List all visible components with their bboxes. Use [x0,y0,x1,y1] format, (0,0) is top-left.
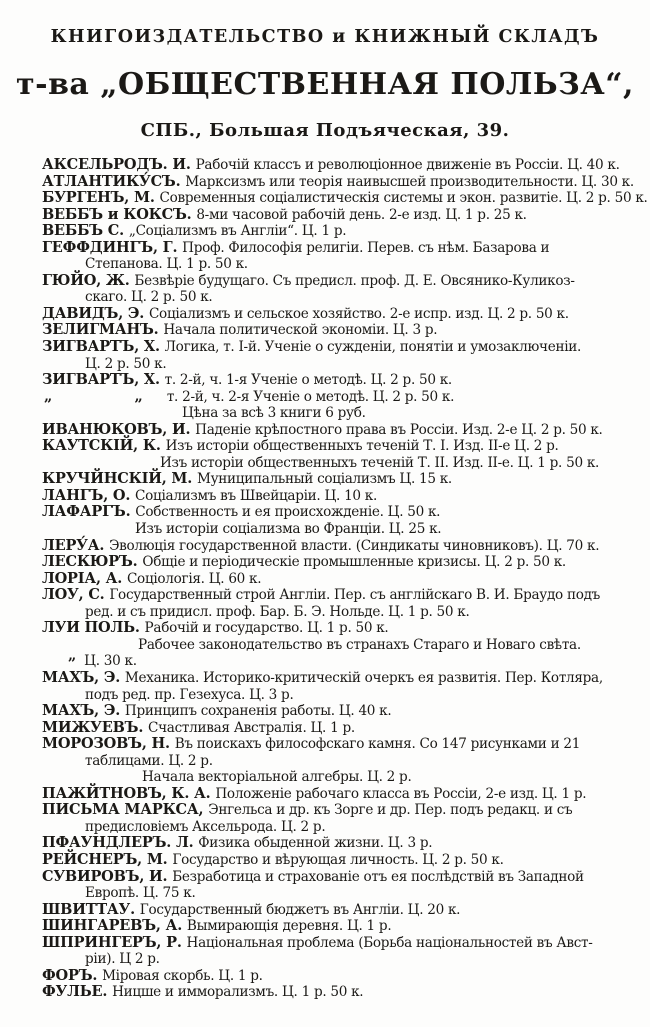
catalog-line [85,819,644,836]
catalog-line [42,786,644,803]
author-name: ВЕББЪ и КОКСЪ. [42,205,197,223]
entry-text: Логика, т. I-й. Ученіе о сужденіи, понятіи и умозаключеніи. [164,339,582,356]
author-name: АКСЕЛЬРОДЪ. И. [42,156,196,173]
entry-text: Соціализмъ въ Швейцаріи. Ц. 10 к. [135,487,378,504]
catalog-line [42,223,644,240]
catalog-line [42,984,644,1001]
catalog-line [42,207,644,224]
entry-text: Безработица и страхованіе отъ ея послѣдствій въ Западной [172,868,584,885]
author-name: ГЕФФДИНГЪ, Г. [42,238,183,256]
catalog-line [42,935,644,952]
entry-text: подъ ред. пр. Гезехуса. Ц. 3 р. [85,686,294,703]
author-name: ПИСЬМА МАРКСА, [42,801,209,819]
catalog-line [160,455,644,472]
author-name: ЗЕЛИГМАНЪ. [42,321,164,339]
entry-text: Ницше и имморализмъ. Ц. 1 р. 50 к. [112,984,364,1001]
catalog-line [182,405,644,422]
author-name: ГЮЙО, Ж. [42,271,135,289]
catalog-line [85,604,644,621]
catalog-line [42,918,644,935]
author-name: ЛОРІА, А. [42,569,127,587]
catalog-line [42,306,644,323]
catalog-line [42,538,644,555]
catalog-line [42,339,644,356]
author-name: ЛЕРУ́А. [42,536,110,554]
entry-text: Національная проблема (Борьба національностей въ Авст- [186,934,593,951]
entry-text: Въ поискахъ философскаго камня. Со 147 рисунками и 21 [174,736,581,753]
catalog-line [85,951,644,968]
catalog-line [85,885,644,902]
catalog-line [42,372,644,389]
author-name: ЛАФАРГЪ. [42,503,136,521]
entry-text: Проф. Философія религіи. Перев. съ нѣм. Базарова и [182,239,550,256]
author-name: ЛАНГЪ, О. [42,486,136,504]
author-name: МАХЪ, Э. [42,668,125,686]
catalog-line [42,736,644,753]
entry-text: Эволюція государственной власти. (Синдикаты чиновниковъ). Ц. 70 к. [109,537,600,554]
entry-text: Ц. 2 р. 50 к. [85,355,167,372]
entry-text: предисловіемъ Аксельрода. Ц. 2 р. [85,818,326,835]
author-name: ЛЕСКЮРЪ. [42,553,143,571]
entry-text: Паденіе крѣпостного права въ Россіи. Изд. 2-е Ц. 2 р. 50 к. [195,421,603,438]
catalog-line [42,802,644,819]
entry-text: Современныя соціалистическія системы и экон. развитіе. Ц. 2 р. 50 к. [159,190,648,207]
catalog-line [42,587,644,604]
catalog-line [42,273,644,290]
entry-text: Изъ исторіи общественныхъ теченій Т. II. Изд. II-е. Ц. 1 р. 50 к. [160,454,600,471]
catalog-line [85,687,644,704]
author-name: ЛУИ ПОЛЬ. [42,619,145,637]
entry-text: Степанова. Ц. 1 р. 50 к. [85,256,248,273]
catalog-line [85,256,644,273]
entry-text: Государство и вѣрующая личность. Ц. 2 р. 50 к. [172,851,504,868]
company-title: т-ва „ОБЩЕСТВЕННАЯ ПОЛЬЗА“, [16,67,634,102]
author-name: КРУЧЙНСКІЙ, М. [42,470,197,488]
author-name: БУРГЕНЪ, М. [42,189,160,207]
catalog-line [42,835,644,852]
entry-text: Собственность и ея происхожденіе. Ц. 50 к. [135,504,441,521]
author-name: ИВАНЮКОВЪ, И. [42,420,196,438]
address-line: СПБ., Большая Подъяческая, 39. [140,120,510,141]
author-name: КАУТСКІЙ, К. [42,437,166,455]
catalog-line [44,389,644,406]
author-name: ЗИГВАРТЪ, Х. [42,371,165,389]
catalog-line [42,571,644,588]
entry-text: Европѣ. Ц. 75 к. [85,885,196,902]
entry-text: Соціализмъ и сельское хозяйство. 2-е испр. изд. Ц. 2 р. 50 к. [148,305,569,322]
entry-text: Изъ исторіи общественныхъ теченій Т. I. Изд. II-е Ц. 2 р. [165,438,559,455]
catalog-line [85,356,644,373]
catalog-line [42,174,644,191]
author-name: „ [68,647,77,665]
catalog-list [0,157,650,1001]
catalog-line [42,240,644,257]
entry-text: т. 2-й, ч. 1-я Ученіе о методѣ. Ц. 2 р. 50 к. [164,372,452,389]
catalog-line [42,438,644,455]
catalog-line [42,869,644,886]
author-name: СУВИРОВЪ, И. [42,867,173,885]
entry-text: Рабочій классъ и революціонное движеніе въ Россіи. Ц. 40 к. [195,157,620,173]
author-name: МИЖУЕВЪ. [42,718,149,736]
catalog-line [42,902,644,919]
author-name: МОРОЗОВЪ, Н. [42,735,175,753]
entry-text: Безвѣріе будущаго. Съ предисл. проф. Д. Е. Овсянико-Куликоз- [134,272,575,289]
catalog-line [42,488,644,505]
catalog-line [85,753,644,770]
catalog-line [42,322,644,339]
catalog-line [42,422,644,439]
author-name: ПФАУНДЛЕРЪ. Л. [42,834,199,852]
page-header [0,0,650,141]
author-name: МАХЪ, Э. [42,702,125,720]
catalog-line [138,637,644,654]
entry-text: т. 2-й, ч. 2-я Ученіе о методѣ. Ц. 2 р. 50 к. [142,388,455,405]
entry-text: Начала политической экономіи. Ц. 3 р. [163,322,438,339]
entry-text: „Соціализмъ въ Англіи“. Ц. 1 р. [128,223,347,240]
entry-text: Физика обыденной жизни. Ц. 3 р. [198,835,433,852]
author-name: ШВИТТАУ. [42,900,140,918]
author-name: ФУЛЬЕ. [42,983,113,1001]
author-name: АТЛАНТИКУ́СЪ. [42,172,186,190]
entry-text: Энгельса и др. къ Зорге и др. Пер. подъ редакц. и съ [208,802,573,819]
entry-text: Государственный строй Англіи. Пер. съ англійскаго В. И. Браудо подъ [109,587,601,604]
entry-text: Рабочій и государство. Ц. 1 р. 50 к. [144,620,389,637]
catalog-line [42,620,644,637]
author-name: ДАВИДЪ, Э. [42,304,149,322]
entry-text: Принципъ сохраненія работы. Ц. 40 к. [124,703,392,720]
entry-text: Марксизмъ или теорія наивысшей производительности. Ц. 30 к. [185,173,634,190]
catalog-line [42,157,644,174]
catalog-line [135,521,644,538]
entry-text: Начала векторіальной алгебры. Ц. 2 р. [142,769,412,786]
catalog-line [42,189,648,207]
entry-text: Изъ исторіи соціализма во Франціи. Ц. 25 к. [135,521,442,538]
entry-text: Счастливая Австралія. Ц. 1 р. [148,719,355,736]
entry-text: Положеніе рабочаго класса въ Россіи, 2-е изд. Ц. 1 р. [215,785,587,802]
entry-text: Рабочее законодательство въ странахъ Стараго и Новаго свѣта. [138,636,581,653]
author-name: ЛОУ, С. [42,586,110,604]
author-name: ШПРИНГЕРЪ, Р. [42,933,187,951]
author-name: ФОРЪ. [42,966,103,984]
author-name: ШИНГАРЕВЪ, А. [42,917,187,935]
catalog-line [42,504,644,521]
catalog-line [42,554,644,571]
catalog-line [85,289,644,306]
catalog-line [42,852,644,869]
author-name: ВЕББЪ С. [42,222,129,240]
catalog-line [68,647,644,670]
catalog-line [42,720,644,737]
publisher-line: КНИГОИЗДАТЕЛЬСТВО и КНИЖНЫЙ СКЛАДЪ [50,27,600,47]
entry-text: 8-ми часовой рабочій день. 2-е изд. Ц. 1 р. 25 к. [196,206,527,223]
entry-text: ред. и съ придисл. проф. Бар. Б. Э. Нольде. Ц. 1 р. 50 к. [85,603,470,620]
catalog-line [42,670,644,687]
entry-text: Соціологія. Ц. 60 к. [126,570,262,587]
entry-text: Цѣна за всѣ 3 книги 6 руб. [182,405,366,422]
author-name: ПАЖЙТНОВЪ, К. А. [42,784,216,802]
entry-text: Государственный бюджетъ въ Англіи. Ц. 20 к. [139,901,461,918]
entry-text: Общіе и періодическіе промышленные кризисы. Ц. 2 р. 50 к. [142,554,566,571]
author-name: ЗИГВАРТЪ, Х. [42,338,165,356]
entry-text: ріи). Ц 2 р. [85,951,160,968]
author-name: „ „ [44,387,143,405]
entry-text: скаго. Ц. 2 р. 50 к. [85,289,213,306]
entry-text: Муниципальный соціализмъ Ц. 15 к. [196,471,452,488]
entry-text: Міровая скорбь. Ц. 1 р. [102,967,263,984]
entry-text: Вымирающія деревня. Ц. 1 р. [186,918,392,935]
author-name: РЕЙСНЕРЪ, М. [42,850,173,868]
catalog-line [42,968,644,985]
entry-text: Ц. 30 к. [76,653,137,670]
entry-text: Механика. Историко-критическій очеркъ ея развитія. Пер. Котляра, [124,669,603,686]
entry-text: таблицами. Ц. 2 р. [85,752,213,769]
catalog-line [42,703,644,720]
catalog-line [142,769,644,786]
catalog-line [42,471,644,488]
